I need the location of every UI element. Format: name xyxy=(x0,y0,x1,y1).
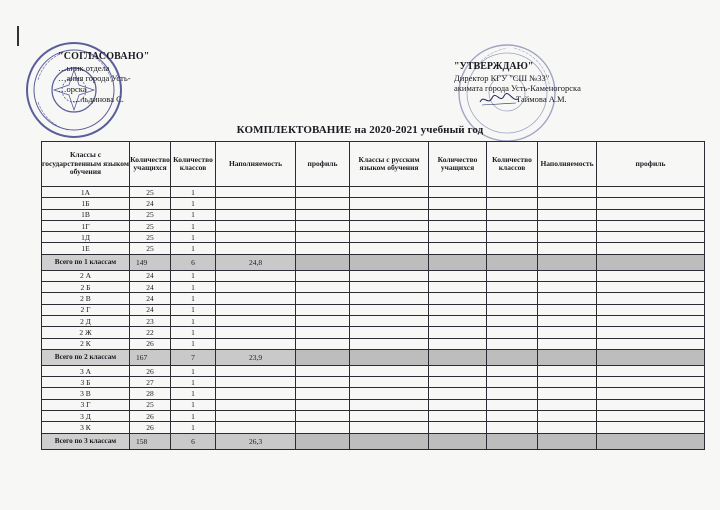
empty-cell xyxy=(296,243,350,254)
empty-cell xyxy=(487,187,538,198)
classes-count-cell: 1 xyxy=(171,399,216,410)
table-row xyxy=(42,243,705,254)
scan-edge-mark xyxy=(17,26,19,46)
left-approval-signer: …льдинова С. xyxy=(72,94,124,104)
students-count-cell: 24 xyxy=(130,282,171,293)
empty-cell xyxy=(487,254,538,270)
fill-rate-cell: 24,8 xyxy=(216,254,296,270)
empty-cell xyxy=(296,282,350,293)
students-count-cell: 25 xyxy=(130,209,171,220)
empty-cell xyxy=(487,399,538,410)
empty-cell xyxy=(350,232,429,243)
empty-cell xyxy=(296,209,350,220)
table-row xyxy=(42,187,705,198)
empty-cell xyxy=(597,270,705,281)
class-name-cell: 2 К xyxy=(42,338,130,349)
classes-count-cell: 1 xyxy=(171,198,216,209)
empty-cell xyxy=(429,198,487,209)
empty-cell xyxy=(296,327,350,338)
empty-cell xyxy=(350,315,429,326)
class-name-cell: 3 К xyxy=(42,422,130,433)
students-count-cell: 158 xyxy=(130,433,171,449)
empty-cell xyxy=(429,399,487,410)
classes-count-cell: 1 xyxy=(171,422,216,433)
empty-cell xyxy=(597,411,705,422)
empty-cell xyxy=(487,220,538,231)
students-count-cell: 149 xyxy=(130,254,171,270)
left-approval-heading: "СОГЛАСОВАНО" xyxy=(58,51,150,62)
classes-count-cell: 1 xyxy=(171,388,216,399)
empty-cell xyxy=(538,243,597,254)
empty-cell xyxy=(296,411,350,422)
empty-cell xyxy=(597,422,705,433)
total-label-cell: Всего по 1 классам xyxy=(42,254,130,270)
empty-cell xyxy=(597,220,705,231)
empty-cell xyxy=(538,338,597,349)
right-approval-signer: Таймова А.М. xyxy=(516,93,567,104)
empty-cell xyxy=(597,365,705,376)
empty-cell xyxy=(350,422,429,433)
empty-cell xyxy=(487,433,538,449)
empty-cell xyxy=(350,220,429,231)
students-count-cell: 26 xyxy=(130,411,171,422)
empty-cell xyxy=(350,399,429,410)
empty-cell xyxy=(597,315,705,326)
table-row xyxy=(42,411,705,422)
students-count-cell: 25 xyxy=(130,399,171,410)
empty-cell xyxy=(487,327,538,338)
class-name-cell: 3 А xyxy=(42,365,130,376)
empty-cell xyxy=(538,198,597,209)
column-header: Количество классов xyxy=(487,142,538,187)
empty-cell xyxy=(538,349,597,365)
class-name-cell: 1Г xyxy=(42,220,130,231)
empty-cell xyxy=(597,338,705,349)
classes-count-cell: 1 xyxy=(171,327,216,338)
fill-rate-cell: 23,9 xyxy=(216,349,296,365)
empty-cell xyxy=(429,254,487,270)
empty-cell xyxy=(350,187,429,198)
empty-cell xyxy=(350,433,429,449)
table-row xyxy=(42,327,705,338)
empty-cell xyxy=(487,349,538,365)
empty-cell xyxy=(429,187,487,198)
empty-cell xyxy=(538,422,597,433)
director-signature xyxy=(478,90,520,108)
class-name-cell: 3 Д xyxy=(42,411,130,422)
empty-cell xyxy=(487,209,538,220)
empty-cell xyxy=(429,220,487,231)
fill-rate-cell xyxy=(216,243,296,254)
students-count-cell: 26 xyxy=(130,422,171,433)
class-name-cell: 2 Д xyxy=(42,315,130,326)
classes-count-cell: 1 xyxy=(171,411,216,422)
left-approval-line: …ания города Усть- xyxy=(58,73,131,83)
empty-cell xyxy=(538,399,597,410)
empty-cell xyxy=(296,304,350,315)
classes-count-cell: 1 xyxy=(171,243,216,254)
empty-cell xyxy=(350,209,429,220)
empty-cell xyxy=(350,349,429,365)
empty-cell xyxy=(597,304,705,315)
students-count-cell: 28 xyxy=(130,388,171,399)
empty-cell xyxy=(296,349,350,365)
total-row xyxy=(42,349,705,365)
empty-cell xyxy=(429,209,487,220)
column-header: Наполняемость xyxy=(216,142,296,187)
empty-cell xyxy=(296,293,350,304)
empty-cell xyxy=(296,187,350,198)
empty-cell xyxy=(350,254,429,270)
empty-cell xyxy=(296,377,350,388)
empty-cell xyxy=(487,315,538,326)
empty-cell xyxy=(350,198,429,209)
empty-cell xyxy=(429,232,487,243)
empty-cell xyxy=(487,232,538,243)
empty-cell xyxy=(538,293,597,304)
empty-cell xyxy=(296,254,350,270)
fill-rate-cell xyxy=(216,232,296,243)
empty-cell xyxy=(350,338,429,349)
empty-cell xyxy=(597,198,705,209)
fill-rate-cell xyxy=(216,220,296,231)
empty-cell xyxy=(538,411,597,422)
empty-cell xyxy=(429,388,487,399)
fill-rate-cell xyxy=(216,293,296,304)
fill-rate-cell xyxy=(216,422,296,433)
table-row xyxy=(42,282,705,293)
classes-count-cell: 1 xyxy=(171,365,216,376)
empty-cell xyxy=(487,411,538,422)
classes-count-cell: 1 xyxy=(171,270,216,281)
fill-rate-cell xyxy=(216,411,296,422)
empty-cell xyxy=(487,243,538,254)
students-count-cell: 25 xyxy=(130,243,171,254)
column-header: Наполняемость xyxy=(538,142,597,187)
empty-cell xyxy=(350,270,429,281)
fill-rate-cell xyxy=(216,327,296,338)
class-name-cell: 1Б xyxy=(42,198,130,209)
empty-cell xyxy=(429,270,487,281)
empty-cell xyxy=(538,315,597,326)
class-name-cell: 2 А xyxy=(42,270,130,281)
empty-cell xyxy=(429,422,487,433)
empty-cell xyxy=(429,365,487,376)
class-name-cell: 2 Ж xyxy=(42,327,130,338)
fill-rate-cell xyxy=(216,209,296,220)
students-count-cell: 22 xyxy=(130,327,171,338)
classes-count-cell: 1 xyxy=(171,282,216,293)
classes-count-cell: 1 xyxy=(171,304,216,315)
empty-cell xyxy=(429,338,487,349)
empty-cell xyxy=(350,411,429,422)
empty-cell xyxy=(597,254,705,270)
empty-cell xyxy=(597,327,705,338)
right-approval-line: акимата города Усть-Каменогорска xyxy=(454,83,581,93)
class-name-cell: 2 В xyxy=(42,293,130,304)
fill-rate-cell: 26,3 xyxy=(216,433,296,449)
empty-cell xyxy=(296,220,350,231)
students-count-cell: 25 xyxy=(130,187,171,198)
fill-rate-cell xyxy=(216,198,296,209)
class-name-cell: 3 Б xyxy=(42,377,130,388)
class-name-cell: 2 Г xyxy=(42,304,130,315)
class-name-cell: 3 Г xyxy=(42,399,130,410)
column-header: Классы с государственным языком обучения xyxy=(42,142,130,187)
table-row xyxy=(42,365,705,376)
empty-cell xyxy=(296,433,350,449)
fill-rate-cell xyxy=(216,399,296,410)
students-count-cell: 26 xyxy=(130,365,171,376)
empty-cell xyxy=(429,293,487,304)
empty-cell xyxy=(487,198,538,209)
empty-cell xyxy=(487,270,538,281)
classes-count-cell: 1 xyxy=(171,220,216,231)
document-title: КОМПЛЕКТОВАНИЕ на 2020-2021 учебный год xyxy=(236,124,484,136)
empty-cell xyxy=(538,388,597,399)
classes-count-cell: 1 xyxy=(171,187,216,198)
empty-cell xyxy=(538,433,597,449)
classes-count-cell: 7 xyxy=(171,349,216,365)
empty-cell xyxy=(597,187,705,198)
students-count-cell: 26 xyxy=(130,338,171,349)
table-row xyxy=(42,399,705,410)
empty-cell xyxy=(429,433,487,449)
empty-cell xyxy=(538,377,597,388)
table-row xyxy=(42,293,705,304)
empty-cell xyxy=(487,282,538,293)
empty-cell xyxy=(350,388,429,399)
empty-cell xyxy=(350,304,429,315)
empty-cell xyxy=(538,220,597,231)
staffing-table xyxy=(41,141,705,450)
empty-cell xyxy=(597,433,705,449)
right-approval-line: Директор КГУ "СШ №33" xyxy=(454,72,550,83)
table-row xyxy=(42,220,705,231)
empty-cell xyxy=(429,315,487,326)
empty-cell xyxy=(597,293,705,304)
empty-cell xyxy=(296,365,350,376)
classes-count-cell: 6 xyxy=(171,433,216,449)
total-label-cell: Всего по 2 классам xyxy=(42,349,130,365)
class-name-cell: 1Д xyxy=(42,232,130,243)
empty-cell xyxy=(296,232,350,243)
classes-count-cell: 1 xyxy=(171,338,216,349)
class-name-cell: 1В xyxy=(42,209,130,220)
empty-cell xyxy=(487,338,538,349)
classes-count-cell: 1 xyxy=(171,315,216,326)
table-row xyxy=(42,388,705,399)
column-header: Классы с русским языком обучения xyxy=(350,142,429,187)
fill-rate-cell xyxy=(216,282,296,293)
empty-cell xyxy=(538,254,597,270)
total-row xyxy=(42,433,705,449)
table-row xyxy=(42,338,705,349)
students-count-cell: 24 xyxy=(130,304,171,315)
students-count-cell: 167 xyxy=(130,349,171,365)
fill-rate-cell xyxy=(216,377,296,388)
column-header: Количество учащихся xyxy=(429,142,487,187)
empty-cell xyxy=(597,388,705,399)
empty-cell xyxy=(538,282,597,293)
table-row xyxy=(42,232,705,243)
fill-rate-cell xyxy=(216,270,296,281)
empty-cell xyxy=(487,293,538,304)
column-header: Количество учащихся xyxy=(130,142,171,187)
students-count-cell: 27 xyxy=(130,377,171,388)
empty-cell xyxy=(538,232,597,243)
students-count-cell: 25 xyxy=(130,232,171,243)
empty-cell xyxy=(597,243,705,254)
fill-rate-cell xyxy=(216,365,296,376)
classes-count-cell: 6 xyxy=(171,254,216,270)
students-count-cell: 25 xyxy=(130,220,171,231)
column-header: профиль xyxy=(597,142,705,187)
empty-cell xyxy=(429,411,487,422)
empty-cell xyxy=(350,243,429,254)
empty-cell xyxy=(538,187,597,198)
left-approval-line: …ьник отдела xyxy=(58,62,110,73)
left-approval-block xyxy=(58,52,178,105)
table-header-row xyxy=(42,142,705,187)
empty-cell xyxy=(487,388,538,399)
table-row xyxy=(42,315,705,326)
left-approval-line: …орска xyxy=(58,83,87,94)
empty-cell xyxy=(296,270,350,281)
fill-rate-cell xyxy=(216,187,296,198)
empty-cell xyxy=(597,349,705,365)
empty-cell xyxy=(538,327,597,338)
empty-cell xyxy=(429,304,487,315)
fill-rate-cell xyxy=(216,388,296,399)
empty-cell xyxy=(429,282,487,293)
classes-count-cell: 1 xyxy=(171,209,216,220)
empty-cell xyxy=(296,338,350,349)
table-row xyxy=(42,198,705,209)
students-count-cell: 24 xyxy=(130,198,171,209)
class-name-cell: 1А xyxy=(42,187,130,198)
table-row xyxy=(42,422,705,433)
empty-cell xyxy=(350,377,429,388)
empty-cell xyxy=(487,377,538,388)
right-approval-heading: "УТВЕРЖДАЮ" xyxy=(454,61,534,72)
column-header: Количество классов xyxy=(171,142,216,187)
empty-cell xyxy=(538,304,597,315)
total-label-cell: Всего по 3 классам xyxy=(42,433,130,449)
column-header: профиль xyxy=(296,142,350,187)
empty-cell xyxy=(597,209,705,220)
total-row xyxy=(42,254,705,270)
empty-cell xyxy=(597,232,705,243)
classes-count-cell: 1 xyxy=(171,293,216,304)
students-count-cell: 23 xyxy=(130,315,171,326)
empty-cell xyxy=(487,365,538,376)
empty-cell xyxy=(350,327,429,338)
table-body xyxy=(42,187,705,450)
class-name-cell: 2 Б xyxy=(42,282,130,293)
empty-cell xyxy=(350,365,429,376)
empty-cell xyxy=(296,388,350,399)
class-name-cell: 3 В xyxy=(42,388,130,399)
empty-cell xyxy=(296,198,350,209)
empty-cell xyxy=(597,377,705,388)
empty-cell xyxy=(429,327,487,338)
classes-count-cell: 1 xyxy=(171,377,216,388)
table-row xyxy=(42,209,705,220)
empty-cell xyxy=(597,399,705,410)
empty-cell xyxy=(296,422,350,433)
fill-rate-cell xyxy=(216,304,296,315)
empty-cell xyxy=(429,377,487,388)
empty-cell xyxy=(538,365,597,376)
empty-cell xyxy=(538,270,597,281)
students-count-cell: 24 xyxy=(130,270,171,281)
table-row xyxy=(42,304,705,315)
empty-cell xyxy=(350,293,429,304)
empty-cell xyxy=(597,282,705,293)
fill-rate-cell xyxy=(216,315,296,326)
empty-cell xyxy=(429,243,487,254)
empty-cell xyxy=(350,282,429,293)
table-row xyxy=(42,270,705,281)
empty-cell xyxy=(487,304,538,315)
students-count-cell: 24 xyxy=(130,293,171,304)
classes-count-cell: 1 xyxy=(171,232,216,243)
empty-cell xyxy=(487,422,538,433)
empty-cell xyxy=(429,349,487,365)
empty-cell xyxy=(538,209,597,220)
table-row xyxy=(42,377,705,388)
empty-cell xyxy=(296,315,350,326)
class-name-cell: 1Е xyxy=(42,243,130,254)
empty-cell xyxy=(296,399,350,410)
fill-rate-cell xyxy=(216,338,296,349)
